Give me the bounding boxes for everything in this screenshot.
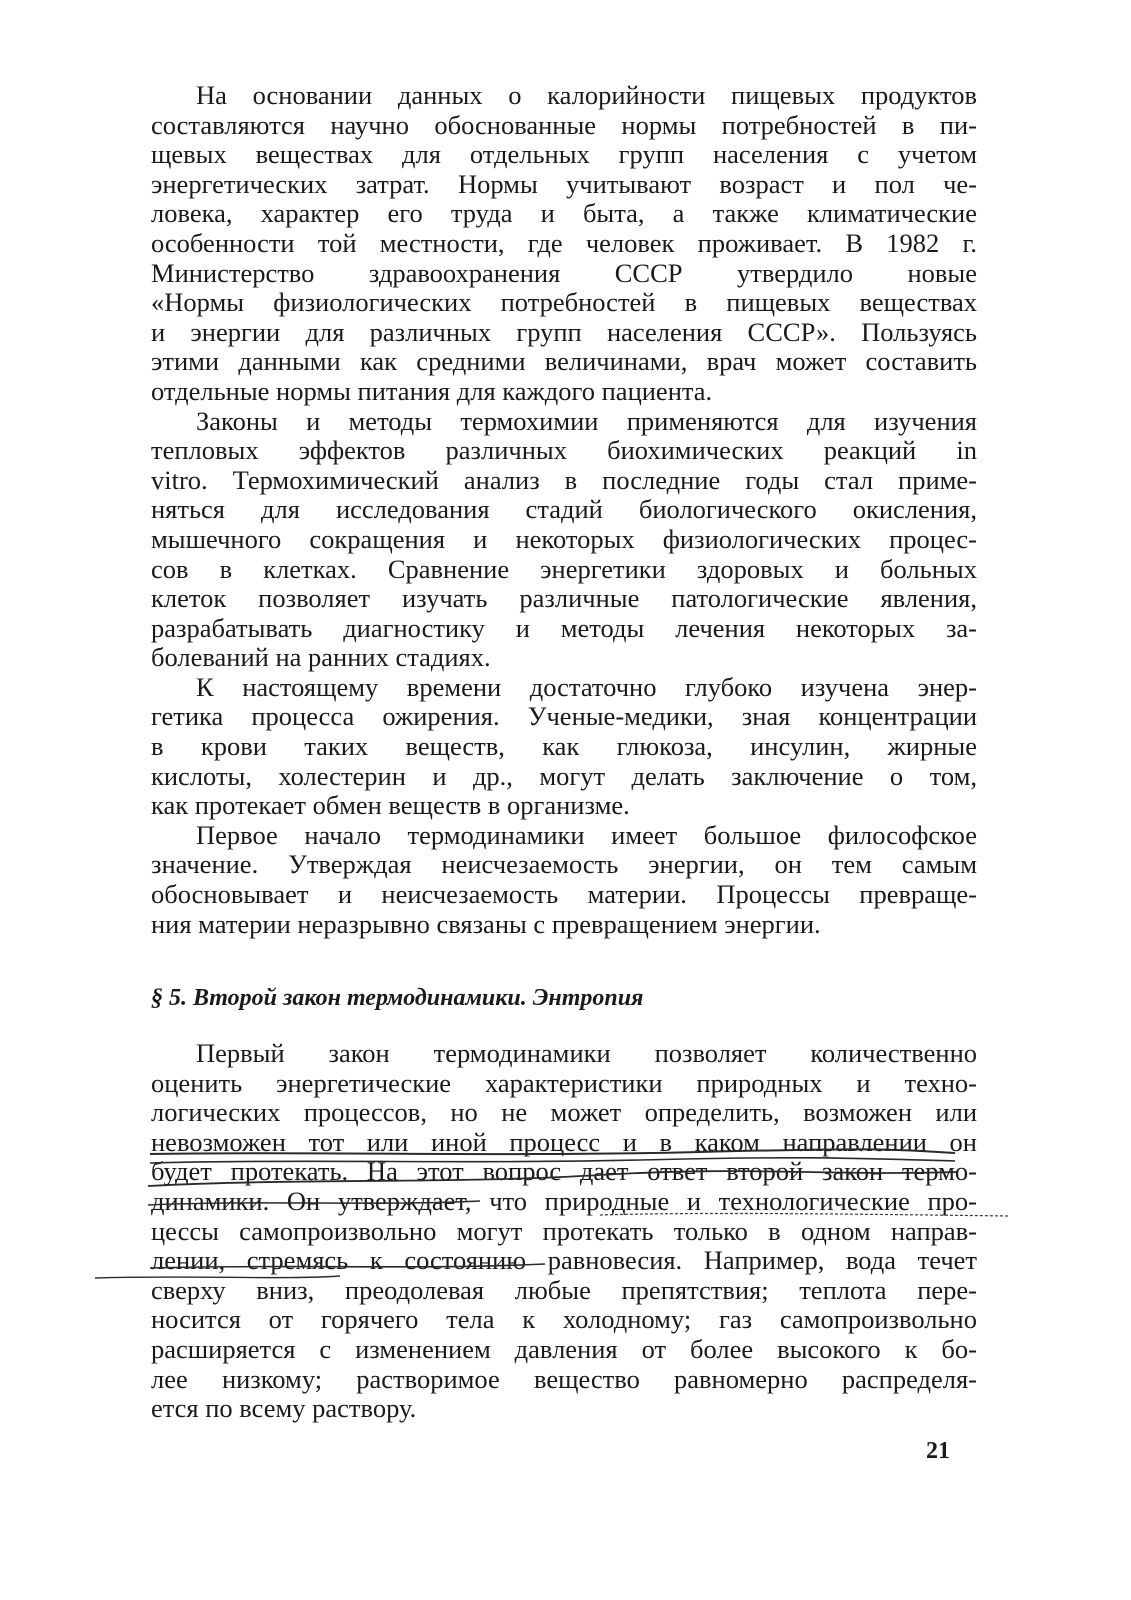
text-line: энергетических затрат. Нормы учитывают возраст и пол че- bbox=[151, 168, 977, 199]
text-line: лении, стремясь к состоянию равновесия. Например, вода течет bbox=[151, 1245, 977, 1276]
text-line: ния материи неразрывно связаны с превращением энергии. bbox=[151, 908, 821, 939]
text-line: К настоящему времени достаточно глубоко изучена энер- bbox=[196, 671, 977, 702]
text-line: Первый закон термодинамики позволяет количественно bbox=[196, 1038, 977, 1068]
text-line: и энергии для различных групп населения СССР». Пользуясь bbox=[151, 316, 977, 347]
text-line: отдельные нормы питания для каждого пациента. bbox=[151, 375, 713, 406]
text-line: в крови таких веществ, как глюкоза, инсулин, жирные bbox=[151, 731, 977, 762]
text-line: носится от горячего тела к холодному; газ самопроизвольно bbox=[151, 1304, 977, 1335]
text-line: этими данными как средними величинами, врач может составить bbox=[151, 346, 977, 377]
text-line: составляются научно обоснованные нормы потребностей в пи- bbox=[151, 109, 977, 140]
text-line: сверху вниз, преодолевая любые препятствия; теплота пере- bbox=[151, 1274, 977, 1305]
text-line: мышечного сокращения и некоторых физиологических процес- bbox=[151, 523, 977, 554]
text-line: На основании данных о калорийности пищевых продуктов bbox=[196, 80, 977, 110]
text-line: гетика процесса ожирения. Ученые-медики, зная концентрации bbox=[151, 701, 977, 732]
text-line: щевых веществах для отдельных групп населения с учетом bbox=[151, 139, 977, 170]
text-line: логических процессов, но не может определить, возможен или bbox=[151, 1097, 977, 1128]
text-line: сов в клетках. Сравнение энергетики здоровых и больных bbox=[151, 553, 977, 584]
text-line: Министерство здравоохранения СССР утвердило новые bbox=[151, 257, 977, 288]
text-line: Законы и методы термохимии применяются для изучения bbox=[196, 405, 977, 436]
text-line: обосновывает и неисчезаемость материи. Процессы превраще- bbox=[151, 879, 977, 910]
text-line: лее низкому; растворимое вещество равномерно распределя- bbox=[151, 1363, 977, 1394]
text-line: значение. Утверждая неисчезаемость энергии, он тем самым bbox=[151, 849, 977, 880]
text-line: как протекает обмен веществ в организме. bbox=[151, 790, 630, 821]
text-line: ловека, характер его труда и быта, а также климатические bbox=[151, 198, 977, 229]
text-line: особенности той местности, где человек проживает. В 1982 г. bbox=[151, 227, 977, 258]
text-line: будет протекать. На этот вопрос дает ответ второй закон термо- bbox=[151, 1156, 977, 1187]
text-line: клеток позволяет изучать различные патологические явления, bbox=[151, 583, 977, 614]
text-line: Первое начало термодинамики имеет большое философское bbox=[196, 819, 977, 850]
text-line: vitro. Термохимический анализ в последние годы стал приме- bbox=[151, 464, 977, 495]
text-line: оценить энергетические характеристики природных и техно- bbox=[151, 1067, 977, 1098]
text-line: расширяется с изменением давления от более высокого к бо- bbox=[151, 1333, 977, 1364]
text-line: динамики. Он утверждает, что природные и технологические про- bbox=[151, 1185, 977, 1216]
section-heading: § 5. Второй закон термодинамики. Энтропия bbox=[151, 985, 644, 1011]
page-number: 21 bbox=[926, 1438, 950, 1464]
text-line: няться для исследования стадий биологического окисления, bbox=[151, 494, 977, 525]
text-line: цессы самопроизвольно могут протекать только в одном направ- bbox=[151, 1215, 977, 1246]
text-line: невозможен тот или иной процесс и в каком направлении он bbox=[151, 1126, 977, 1157]
text-line: тепловых эффектов различных биохимических реакций in bbox=[151, 435, 977, 466]
text-line: кислоты, холестерин и др., могут делать заключение о том, bbox=[151, 760, 977, 791]
body-text-bottom bbox=[151, 1039, 977, 1424]
body-text-top bbox=[151, 81, 977, 939]
text-line: разрабатывать диагностику и методы лечения некоторых за- bbox=[151, 612, 977, 643]
text-line: болеваний на ранних стадиях. bbox=[151, 642, 491, 673]
text-line: «Нормы физиологических потребностей в пищевых веществах bbox=[151, 287, 977, 318]
text-line: ется по всему раствору. bbox=[151, 1393, 417, 1424]
